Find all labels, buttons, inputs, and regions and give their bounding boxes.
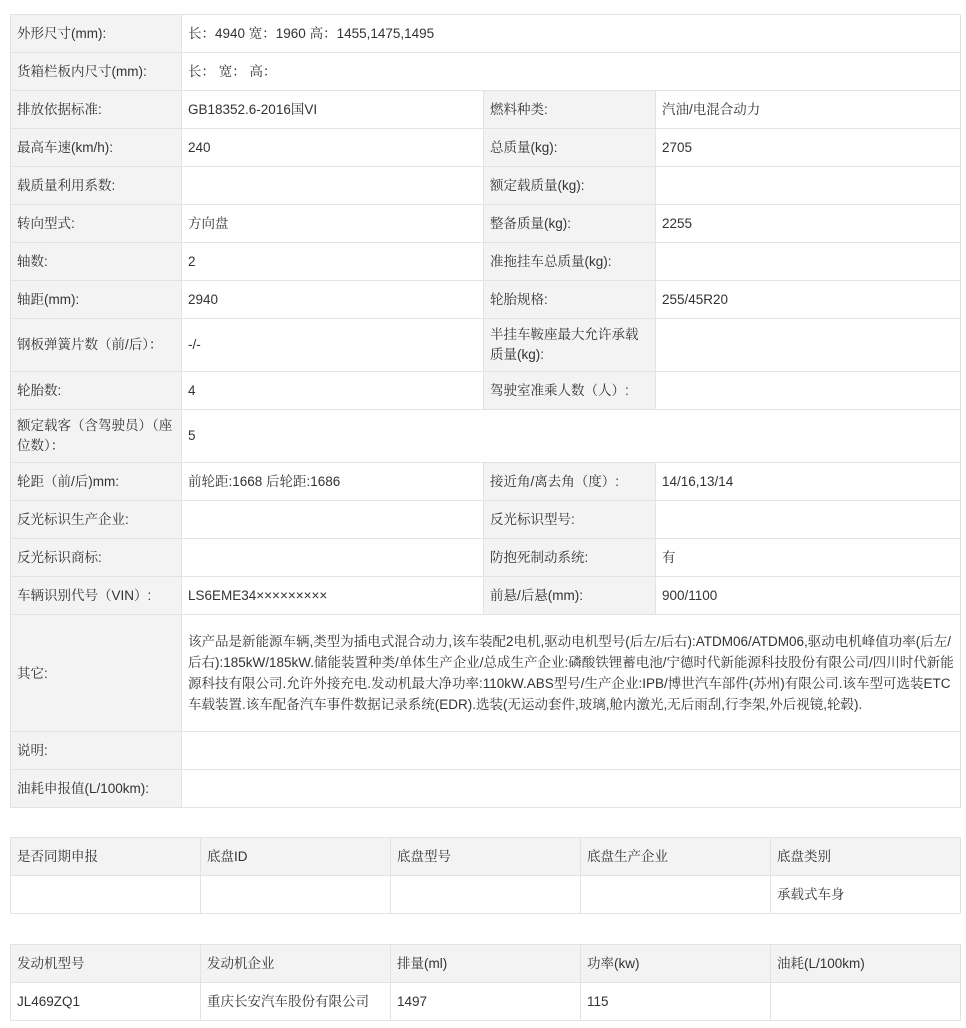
engine-header-cell: 排量(ml): [391, 945, 581, 983]
dimensions-value: 长：4940 宽：1960 高：1455,1475,1495: [182, 15, 961, 53]
engine-cell: 重庆长安汽车股份有限公司: [201, 983, 391, 1021]
reflector-model-value: [656, 501, 961, 539]
row-cargo-box: [11, 53, 961, 91]
chassis-cell: [581, 876, 771, 914]
engine-cell: [771, 983, 961, 1021]
engine-cell: JL469ZQ1: [11, 983, 201, 1021]
reflector-maker-label: 反光标识生产企业:: [11, 501, 182, 539]
max-speed-value: 240: [182, 129, 484, 167]
springs-label: 钢板弹簧片数（前/后）：: [11, 319, 182, 372]
max-speed-label: 最高车速(km/h):: [11, 129, 182, 167]
engine-cell: 1497: [391, 983, 581, 1021]
trailer-mass-label: 准拖挂车总质量(kg):: [484, 243, 656, 281]
engine-header-row: [11, 945, 961, 983]
row-wheelbase: [11, 281, 961, 319]
notes-label: 说明:: [11, 732, 182, 770]
engine-header-cell: 油耗(L/100km): [771, 945, 961, 983]
row-fuel-consumption: [11, 770, 961, 808]
axles-label: 轴数:: [11, 243, 182, 281]
abs-label: 防抱死制动系统:: [484, 539, 656, 577]
tire-spec-label: 轮胎规格:: [484, 281, 656, 319]
chassis-header-cell: 是否同期申报: [11, 838, 201, 876]
reflector-brand-label: 反光标识商标:: [11, 539, 182, 577]
engine-table: [10, 944, 961, 1021]
fuel-consumption-label: 油耗申报值(L/100km):: [11, 770, 182, 808]
spec-table: [10, 14, 961, 808]
row-passengers: [11, 410, 961, 463]
track-value: 前轮距:1668 后轮距:1686: [182, 463, 484, 501]
load-util-label: 载质量利用系数:: [11, 167, 182, 205]
row-vin: [11, 577, 961, 615]
wheelbase-label: 轴距(mm):: [11, 281, 182, 319]
chassis-cell: [11, 876, 201, 914]
overhang-value: 900/1100: [656, 577, 961, 615]
load-util-value: [182, 167, 484, 205]
curb-mass-value: 2255: [656, 205, 961, 243]
other-value: 该产品是新能源车辆,类型为插电式混合动力,该车装配2电机,驱动电机型号(后左/后右):ATDM06/ATDM06,驱动电机峰值功率(后左/后右):185kW/185kW.储能装置种类/单体生产企业/总成生产企业:磷酸铁锂蓄电池/宁德时代新能源科技股份有限公司/四川时代新能源科技有限公司.允许外接充电.发动机最大净功率:110kW.ABS型号/生产企业:IPB/博世汽车部件(苏州)有限公司.该车型可选装ETC车载装置.该车配备汽车事件数据记录系统(EDR).选装(无运动套件,玻璃,舱内激光,无后雨刮,行李架,外后视镜,轮毂).: [182, 615, 961, 732]
steering-value: 方向盘: [182, 205, 484, 243]
rated-load-value: [656, 167, 961, 205]
rated-load-label: 额定载质量(kg):: [484, 167, 656, 205]
axles-value: 2: [182, 243, 484, 281]
curb-mass-label: 整备质量(kg):: [484, 205, 656, 243]
track-label: 轮距（前/后)mm:: [11, 463, 182, 501]
table-row: [11, 983, 961, 1021]
fuel-consumption-value: [182, 770, 961, 808]
row-other: [11, 615, 961, 732]
notes-value: [182, 732, 961, 770]
chassis-table: [10, 837, 961, 914]
other-label: 其它:: [11, 615, 182, 732]
row-max-speed: [11, 129, 961, 167]
chassis-cell: [391, 876, 581, 914]
vin-value: LS6EME34×××××××××: [182, 577, 484, 615]
chassis-header-cell: 底盘类别: [771, 838, 961, 876]
cab-seats-label: 驾驶室准乘人数（人）:: [484, 372, 656, 410]
chassis-header-row: [11, 838, 961, 876]
row-reflector-maker: [11, 501, 961, 539]
fuel-label: 燃料种类:: [484, 91, 656, 129]
fuel-value: 汽油/电混合动力: [656, 91, 961, 129]
steering-label: 转向型式:: [11, 205, 182, 243]
springs-value: -/-: [182, 319, 484, 372]
trailer-mass-value: [656, 243, 961, 281]
chassis-header-cell: 底盘生产企业: [581, 838, 771, 876]
row-emission: [11, 91, 961, 129]
row-steering: [11, 205, 961, 243]
row-notes: [11, 732, 961, 770]
row-axles: [11, 243, 961, 281]
engine-header-cell: 发动机企业: [201, 945, 391, 983]
reflector-model-label: 反光标识型号:: [484, 501, 656, 539]
row-reflector-brand: [11, 539, 961, 577]
angles-value: 14/16,13/14: [656, 463, 961, 501]
abs-value: 有: [656, 539, 961, 577]
reflector-brand-value: [182, 539, 484, 577]
tire-spec-value: 255/45R20: [656, 281, 961, 319]
wheelbase-value: 2940: [182, 281, 484, 319]
passengers-label: 额定载客（含驾驶员）（座位数）：: [11, 410, 182, 463]
row-dimensions: [11, 15, 961, 53]
saddle-value: [656, 319, 961, 372]
engine-cell: 115: [581, 983, 771, 1021]
tires-value: 4: [182, 372, 484, 410]
saddle-label: 半挂车鞍座最大允许承载质量(kg):: [484, 319, 656, 372]
passengers-value: 5: [182, 410, 961, 463]
overhang-label: 前悬/后悬(mm):: [484, 577, 656, 615]
row-tires: [11, 372, 961, 410]
chassis-cell: 承载式车身: [771, 876, 961, 914]
tires-label: 轮胎数:: [11, 372, 182, 410]
emission-label: 排放依据标准:: [11, 91, 182, 129]
cargo-box-label: 货箱栏板内尺寸(mm):: [11, 53, 182, 91]
chassis-cell: [201, 876, 391, 914]
dimensions-label: 外形尺寸(mm):: [11, 15, 182, 53]
reflector-maker-value: [182, 501, 484, 539]
engine-header-cell: 发动机型号: [11, 945, 201, 983]
chassis-header-cell: 底盘ID: [201, 838, 391, 876]
row-load-util: [11, 167, 961, 205]
vin-label: 车辆识别代号（VIN）:: [11, 577, 182, 615]
total-mass-label: 总质量(kg):: [484, 129, 656, 167]
total-mass-value: 2705: [656, 129, 961, 167]
cargo-box-value: 长： 宽： 高：: [182, 53, 961, 91]
angles-label: 接近角/离去角（度）:: [484, 463, 656, 501]
emission-value: GB18352.6-2016国VI: [182, 91, 484, 129]
cab-seats-value: [656, 372, 961, 410]
engine-header-cell: 功率(kw): [581, 945, 771, 983]
row-track: [11, 463, 961, 501]
row-springs: [11, 319, 961, 372]
chassis-header-cell: 底盘型号: [391, 838, 581, 876]
table-row: [11, 876, 961, 914]
